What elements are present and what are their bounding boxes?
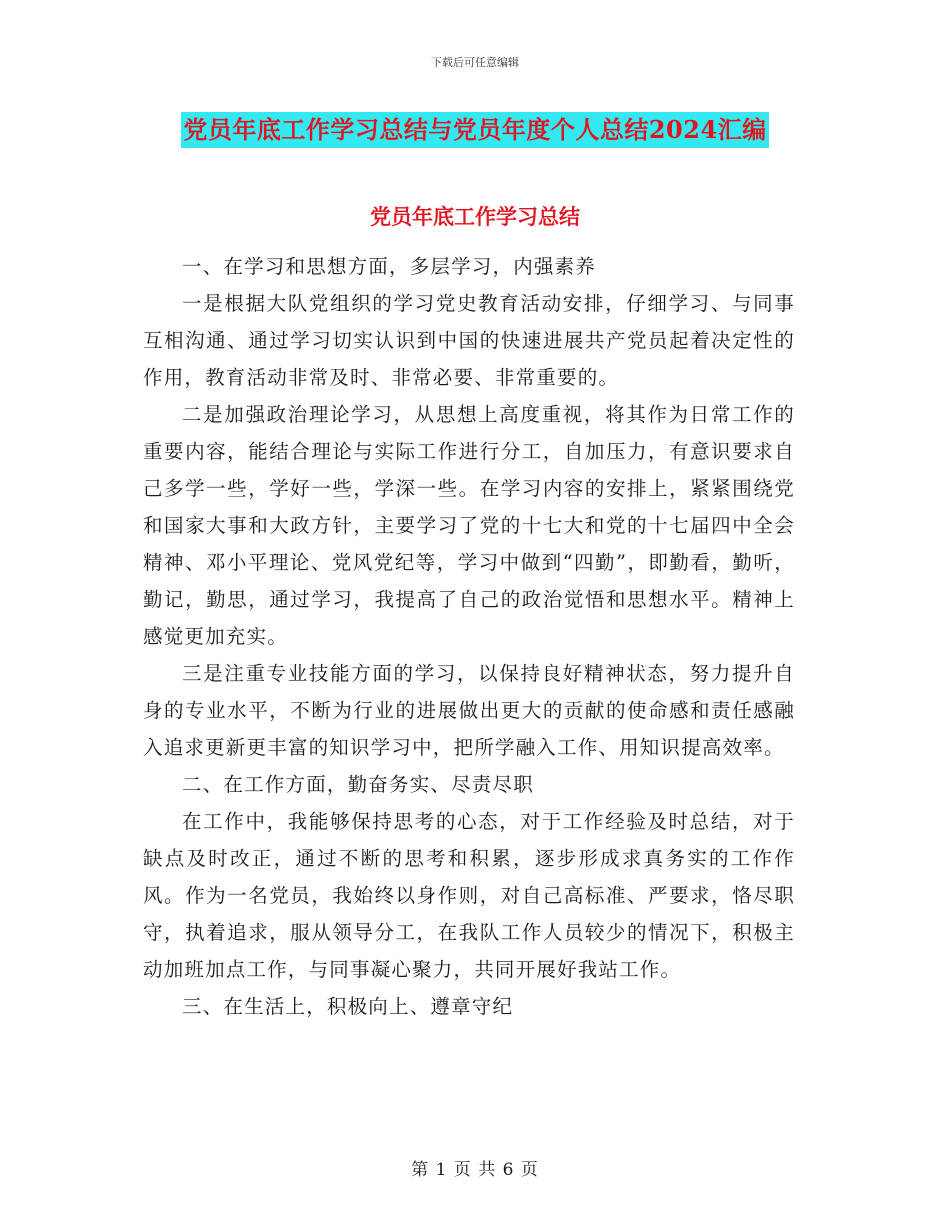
document-title: 党员年底工作学习总结与党员年度个人总结2024汇编 [181,112,768,148]
document-body [143,248,795,1025]
paragraph-first: 一是根据大队党组织的学习党史教育活动安排，仔细学习、与同事互相沟通、通过学习切实认识到中国的快速进展共产党员起着决定性的作用，教育活动非常及时、非常必要、非常重要的。 [143,292,795,389]
heading-work: 二、在工作方面，勤奋务实、尽责尽职 [182,773,534,796]
page-header-note: 下载后可任意编辑 [431,56,519,69]
section-title: 党员年底工作学习总结 [370,204,580,229]
paragraph-second: 二是加强政治理论学习，从思想上高度重视，将其作为日常工作的重要内容，能结合理论与实际工作进行分工，自加压力，有意识要求自己多学一些，学好一些，学深一些。在学习内容的安排上，紧紧围绕党和国家大事和大政方针，主要学习了党的十七大和党的十七届四中全会精神、邓小平理论、党风党纪等，学习中做到“四勤”，即勤看，勤听，勤记，勤思，通过学习，我提高了自己的政治觉悟和思想水平。精神上感觉更加充实。 [143,403,795,648]
paragraph-third: 三是注重专业技能方面的学习，以保持良好精神状态，努力提升自身的专业水平，不断为行业的进展做出更大的贡献的使命感和责任感融入追求更新更丰富的知识学习中，把所学融入工作、用知识提高效率。 [143,662,795,759]
page-number: 第 1 页 共 6 页 [411,1160,539,1180]
paragraph-work: 在工作中，我能够保持思考的心态，对于工作经验及时总结，对于缺点及时改正，通过不断的思考和积累，逐步形成求真务实的工作作风。作为一名党员，我始终以身作则，对自己高标准、严要求，恪尽职守，执着追求，服从领导分工，在我队工作人员较少的情况下，积极主动加班加点工作，与同事凝心聚力，共同开展好我站工作。 [143,810,795,981]
heading-life: 三、在生活上，积极向上、遵章守纪 [182,995,514,1018]
heading-study-thought: 一、在学习和思想方面，多层学习，内强素养 [182,255,597,278]
document-title-container [0,112,950,148]
